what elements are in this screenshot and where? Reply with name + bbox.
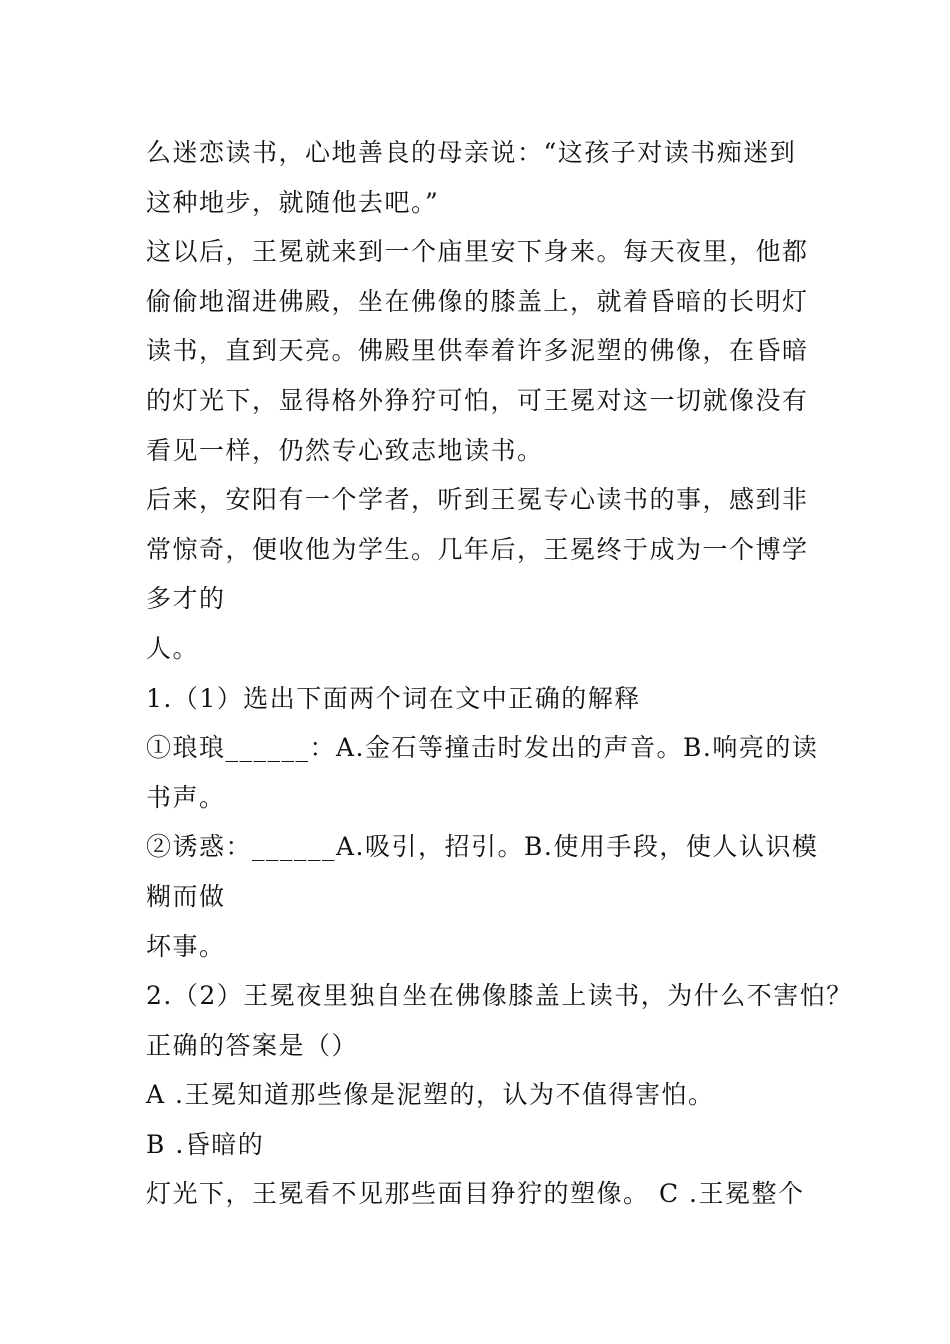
text-line: 糊而做 [146,881,226,911]
question-1-heading: 1.（1）选出下面两个词在文中正确的解释 [146,683,641,713]
text-line: 正确的答案是（） [146,1030,359,1060]
text-line: 坏事。 [146,931,226,961]
text-line: 么迷恋读书，心地善良的母亲说：“这孩子对读书痴迷到 [146,138,797,167]
text-line: 书声。 [146,782,226,812]
text-line: 后来，安阳有一个学者，听到王冕专心读书的事，感到非 [146,485,809,515]
question-2-heading: 2.（2）王冕夜里独自坐在佛像膝盖上读书，为什么不害怕？ [146,981,853,1011]
text-line: 的灯光下，显得格外狰狞可怕，可王冕对这一切就像没有 [146,385,809,415]
text-line: 常惊奇，便收他为学生。几年后，王冕终于成为一个博学 [146,534,809,564]
text-line: 读书，直到天亮。佛殿里供奉着许多泥塑的佛像，在昏暗 [146,336,809,366]
text-line: 看见一样，仍然专心致志地读书。 [146,435,544,465]
text-line: 这种地步，就随他去吧。” [146,187,440,217]
question-1-item-1: ①琅琅______：A.金石等撞击时发出的声音。B.响亮的读 [146,733,819,763]
document-body [146,128,853,1219]
option-b: B .昏暗的 [146,1129,265,1159]
text-line: 这以后，王冕就来到一个庙里安下身来。每天夜里，他都 [146,237,809,267]
text-line: 多才的 [146,584,226,614]
option-a: A .王冕知道那些像是泥塑的，认为不值得害怕。 [146,1080,715,1110]
text-line: 偷偷地溜进佛殿，坐在佛像的膝盖上，就着昏暗的长明灯 [146,286,809,316]
text-line: 人。 [146,633,200,663]
text-line: 灯光下，王冕看不见那些面目狰狞的塑像。 C .王冕整个 [146,1179,805,1209]
question-1-item-2: ②诱惑：______A.吸引，招引。B.使用手段，使人认识模 [146,832,819,862]
